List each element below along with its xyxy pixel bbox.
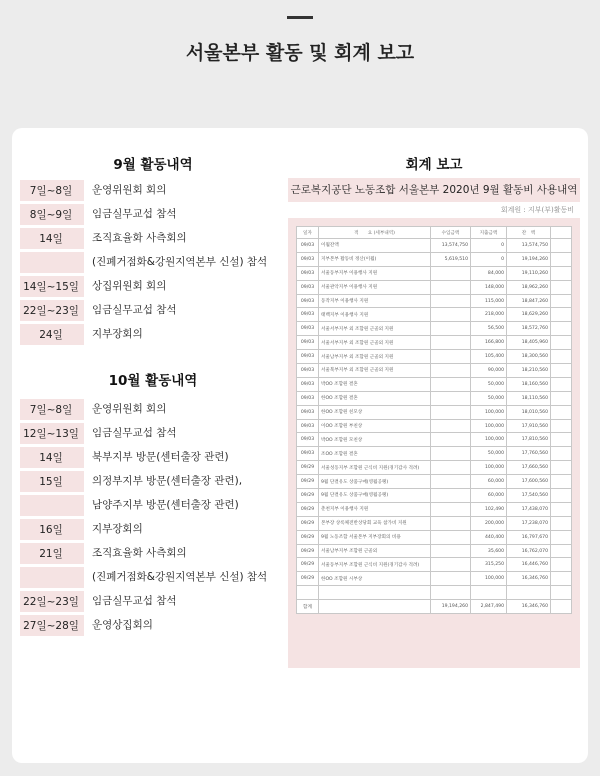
october-activity-title: 10월 활동내역	[108, 373, 198, 389]
activity-row	[20, 471, 284, 492]
ledger-cell: 102,490	[471, 502, 507, 516]
ledger-header-cell	[551, 227, 572, 239]
ledger-cell: 105,400	[471, 350, 507, 364]
ledger-cell	[431, 266, 471, 280]
ledger-cell	[551, 544, 572, 558]
ledger-cell: 이OO 조합원 부친상	[319, 419, 431, 433]
ledger-cell: 17,760,560	[507, 447, 551, 461]
ledger-cell: 16,346,760	[507, 600, 551, 614]
ledger-cell: 이월잔액	[319, 239, 431, 253]
ledger-row	[297, 308, 572, 322]
top-accent-bar	[287, 16, 313, 19]
activity-row	[20, 399, 284, 420]
ledger-cell: 9월 단결유도 상품구매(영월공랭)	[319, 489, 431, 503]
ledger-row	[297, 461, 572, 475]
activity-text: (진폐거점화&강원지역본부 신설) 참석	[84, 567, 284, 588]
ledger-cell: 218,000	[471, 308, 507, 322]
activity-text: 운영상집회의	[84, 615, 284, 636]
ledger-cell: 09/03	[297, 350, 319, 364]
ledger-cell: 서울관악지부 이용행사 지원	[319, 280, 431, 294]
activity-text: 상집위원회 회의	[84, 276, 284, 297]
activity-text: 의정부지부 방문(센터출장 관련),	[84, 471, 284, 492]
ledger-cell	[431, 336, 471, 350]
ledger-cell	[551, 364, 572, 378]
ledger-cell: 0	[471, 252, 507, 266]
activity-text: 임금실무교섭 참석	[84, 423, 284, 444]
ledger-cell: 17,438,070	[507, 502, 551, 516]
ledger-cell	[551, 252, 572, 266]
ledger-row	[297, 377, 572, 391]
ledger-cell	[551, 350, 572, 364]
september-activity-list	[20, 180, 284, 348]
ledger-cell: 16,446,760	[507, 558, 551, 572]
activity-date: 14일~15일	[23, 281, 79, 293]
ledger-cell: 서울서부지부 외 조합원 근골외 지원	[319, 336, 431, 350]
ledger-cell: 18,962,260	[507, 280, 551, 294]
ledger-cell: 18,300,560	[507, 350, 551, 364]
ledger-cell	[551, 405, 572, 419]
ledger-cell: 09/29	[297, 572, 319, 586]
ledger-row	[297, 266, 572, 280]
activity-text: 운영위원회 회의	[84, 180, 284, 201]
ledger-cell: 0	[471, 239, 507, 253]
ledger-row	[297, 558, 572, 572]
ledger-cell	[551, 516, 572, 530]
activity-text: 북부지부 방문(센터출장 관련)	[84, 447, 284, 468]
september-activity-title: 9월 활동내역	[113, 157, 193, 173]
ledger-cell: 09/03	[297, 433, 319, 447]
ledger-cell: 17,540,560	[507, 489, 551, 503]
ledger-cell: 13,574,750	[431, 239, 471, 253]
activity-date: 15일	[39, 476, 63, 488]
accounting-banner: 근로복지공단 노동조합 서울본부 2020년 9월 활동비 사용내역	[288, 178, 580, 202]
ledger-row	[297, 322, 572, 336]
activity-row	[20, 447, 284, 468]
activity-date: 7일~8일	[29, 404, 73, 416]
ledger-cell: 19,194,260	[431, 600, 471, 614]
ledger-cell: 18,160,560	[507, 377, 551, 391]
activity-text: 조직효율화 사측회의	[84, 543, 284, 564]
ledger-row	[297, 280, 572, 294]
ledger-cell: 84,000	[471, 266, 507, 280]
ledger-cell: 35,600	[471, 544, 507, 558]
ledger-cell	[431, 502, 471, 516]
ledger-cell: 13,574,750	[507, 239, 551, 253]
ledger-cell: 09/29	[297, 544, 319, 558]
ledger-cell: 09/03	[297, 239, 319, 253]
activity-row	[20, 324, 284, 345]
ledger-cell: 90,000	[471, 364, 507, 378]
activity-text: 지부장회의	[84, 324, 284, 345]
ledger-cell: 17,810,560	[507, 433, 551, 447]
ledger-cell: 서울남부지부 외 조합원 근골외 지원	[319, 350, 431, 364]
ledger-cell: 09/29	[297, 530, 319, 544]
ledger-cell: 19,110,260	[507, 266, 551, 280]
ledger-cell: 한OO 조합원 친모상	[319, 405, 431, 419]
activity-date: 21일	[39, 548, 63, 560]
ledger-row	[297, 586, 572, 600]
ledger-cell: 18,405,960	[507, 336, 551, 350]
ledger-cell	[431, 350, 471, 364]
ledger-cell: 조OO 조합원 결혼	[319, 447, 431, 461]
ledger-cell: 60,000	[471, 489, 507, 503]
activity-row	[20, 276, 284, 297]
ledger-cell: 09/03	[297, 280, 319, 294]
activity-row	[20, 180, 284, 201]
ledger-cell	[431, 558, 471, 572]
activity-row	[20, 252, 284, 273]
ledger-cell	[431, 322, 471, 336]
activity-text: (진폐거점화&강원지역본부 신설) 참석	[84, 252, 284, 273]
ledger-cell: 2,847,490	[471, 600, 507, 614]
ledger-cell	[551, 530, 572, 544]
activity-text: 운영위원회 회의	[84, 399, 284, 420]
activity-row	[20, 615, 284, 636]
ledger-row	[297, 350, 572, 364]
ledger-row	[297, 489, 572, 503]
ledger-cell	[551, 475, 572, 489]
ledger-cell	[551, 558, 572, 572]
ledger-cell: 09/03	[297, 419, 319, 433]
ledger-cell: 09/29	[297, 502, 319, 516]
ledger-cell	[319, 600, 431, 614]
ledger-body	[297, 239, 572, 614]
ledger-cell	[551, 600, 572, 614]
ledger-cell: 동작지부 이용행사 지원	[319, 294, 431, 308]
ledger-row	[297, 419, 572, 433]
ledger-header-cell: 수입금액	[431, 227, 471, 239]
ledger-cell	[431, 405, 471, 419]
activity-date: 24일	[39, 329, 63, 341]
ledger-header-cell: 잔 액	[507, 227, 551, 239]
ledger-cell: 17,910,560	[507, 419, 551, 433]
ledger-row	[297, 544, 572, 558]
ledger-cell: 100,000	[471, 433, 507, 447]
ledger-cell: 09/03	[297, 364, 319, 378]
ledger-cell	[551, 461, 572, 475]
activity-text: 임금실무교섭 참석	[84, 300, 284, 321]
ledger-cell: 서울서부지부 외 조합원 근골외 지원	[319, 322, 431, 336]
ledger-cell	[551, 586, 572, 600]
ledger-cell: 09/03	[297, 377, 319, 391]
ledger-cell: 서울북부지부 외 조합원 근골외 지원	[319, 364, 431, 378]
ledger-cell	[431, 280, 471, 294]
ledger-row	[297, 433, 572, 447]
activity-row	[20, 591, 284, 612]
activity-row	[20, 228, 284, 249]
ledger-cell: 09/03	[297, 294, 319, 308]
activity-text: 임금실무교섭 참석	[84, 204, 284, 225]
ledger-cell: 09/03	[297, 405, 319, 419]
ledger-table	[296, 226, 572, 614]
ledger-cell: 17,660,560	[507, 461, 551, 475]
ledger-row	[297, 364, 572, 378]
ledger-cell: 서울동부지부 이용행사 지원	[319, 266, 431, 280]
activity-date: 16일	[39, 524, 63, 536]
ledger-cell	[431, 572, 471, 586]
ledger-cell: 09/03	[297, 447, 319, 461]
ledger-cell: 서울동부지부 조합원 근식비 지원(경기감사 격려)	[319, 558, 431, 572]
ledger-cell: 440,400	[471, 530, 507, 544]
ledger-row	[297, 391, 572, 405]
ledger-cell: 태백지부 이용행사 지원	[319, 308, 431, 322]
ledger-header-row	[297, 227, 572, 239]
ledger-cell	[431, 586, 471, 600]
ledger-cell: 9월 노동조합 서울본부 지부장회의 비용	[319, 530, 431, 544]
ledger-cell: 100,000	[471, 461, 507, 475]
ledger-cell: 18,847,260	[507, 294, 551, 308]
activity-date: 14일	[39, 452, 63, 464]
ledger-header-cell: 지출금액	[471, 227, 507, 239]
ledger-cell: 09/29	[297, 558, 319, 572]
ledger-cell: 148,000	[471, 280, 507, 294]
ledger-row	[297, 447, 572, 461]
ledger-row	[297, 405, 572, 419]
activity-row	[20, 423, 284, 444]
ledger-cell: 본부장 상록체전반상당회 교육 참가비 지원	[319, 516, 431, 530]
activity-text: 임금실무교섭 참석	[84, 591, 284, 612]
ledger-cell	[551, 447, 572, 461]
ledger-cell: 100,000	[471, 572, 507, 586]
ledger-cell	[551, 502, 572, 516]
ledger-cell	[551, 391, 572, 405]
report-card	[12, 128, 588, 763]
ledger-cell	[431, 308, 471, 322]
ledger-cell	[551, 336, 572, 350]
october-activity-list	[20, 399, 284, 639]
ledger-cell: 한OO 조합원 결혼	[319, 391, 431, 405]
ledger-cell: 5,619,510	[431, 252, 471, 266]
activity-row	[20, 519, 284, 540]
page-title: 서울본부 활동 및 회계 보고	[185, 42, 415, 64]
ledger-cell: 18,110,560	[507, 391, 551, 405]
ledger-cell: 서울성동지부 조합원 근식비 지원(경기감사 격려)	[319, 461, 431, 475]
activity-text: 조직효율화 사측회의	[84, 228, 284, 249]
activity-date: 7일~8일	[29, 185, 73, 197]
ledger-cell: 17,600,560	[507, 475, 551, 489]
ledger-cell: 60,000	[471, 475, 507, 489]
ledger-cell: 09/03	[297, 336, 319, 350]
ledger-cell: 315,250	[471, 558, 507, 572]
activity-date: 27일~28일	[23, 620, 79, 632]
ledger-row	[297, 239, 572, 253]
ledger-cell	[507, 586, 551, 600]
ledger-cell: 200,000	[471, 516, 507, 530]
ledger-cell: 16,797,670	[507, 530, 551, 544]
ledger-cell: 09/03	[297, 252, 319, 266]
ledger-cell: 09/29	[297, 516, 319, 530]
ledger-cell: 17,238,070	[507, 516, 551, 530]
ledger-cell	[551, 294, 572, 308]
ledger-row	[297, 252, 572, 266]
ledger-row	[297, 516, 572, 530]
ledger-cell: 09/03	[297, 322, 319, 336]
ledger-row	[297, 336, 572, 350]
ledger-cell: 서울남부지부 조합원 근골외	[319, 544, 431, 558]
ledger-cell: 18,572,760	[507, 322, 551, 336]
ledger-cell: 50,000	[471, 447, 507, 461]
ledger-cell	[431, 489, 471, 503]
activity-date: 14일	[39, 233, 63, 245]
ledger-cell: 박OO 조합원 결혼	[319, 377, 431, 391]
ledger-cell: 56,500	[471, 322, 507, 336]
ledger-cell	[297, 586, 319, 600]
ledger-cell	[431, 419, 471, 433]
ledger-cell	[431, 544, 471, 558]
ledger-row	[297, 530, 572, 544]
activity-row	[20, 300, 284, 321]
ledger-cell	[431, 391, 471, 405]
ledger-row	[297, 572, 572, 586]
ledger-row	[297, 502, 572, 516]
ledger-cell: 18,210,560	[507, 364, 551, 378]
ledger-cell	[471, 586, 507, 600]
ledger-cell	[319, 586, 431, 600]
ledger-cell	[431, 364, 471, 378]
ledger-cell: 100,000	[471, 405, 507, 419]
ledger-row	[297, 294, 572, 308]
activity-date: 8일~9일	[29, 209, 73, 221]
ledger-container	[288, 218, 580, 668]
activity-text: 남양주지부 방문(센터출장 관련)	[84, 495, 284, 516]
ledger-cell	[431, 530, 471, 544]
ledger-cell	[551, 489, 572, 503]
ledger-cell: 9월 단결유도 상품구매(영월공랭)	[319, 475, 431, 489]
ledger-cell: 18,629,260	[507, 308, 551, 322]
ledger-cell	[551, 266, 572, 280]
ledger-cell: 16,346,760	[507, 572, 551, 586]
ledger-cell: 합계	[297, 600, 319, 614]
activity-row	[20, 543, 284, 564]
ledger-cell	[431, 516, 471, 530]
ledger-row	[297, 600, 572, 614]
ledger-cell: 18,010,560	[507, 405, 551, 419]
ledger-cell: 박OO 조합원 모친상	[319, 433, 431, 447]
ledger-header-cell: 일자	[297, 227, 319, 239]
ledger-cell	[551, 280, 572, 294]
ledger-cell	[551, 419, 572, 433]
ledger-cell: 100,000	[471, 419, 507, 433]
ledger-cell	[431, 294, 471, 308]
ledger-cell	[431, 433, 471, 447]
ledger-cell: 09/29	[297, 475, 319, 489]
ledger-cell: 09/29	[297, 461, 319, 475]
accounting-title: 회계 보고	[405, 157, 463, 173]
activity-row	[20, 204, 284, 225]
activity-text: 지부장회의	[84, 519, 284, 540]
ledger-cell: 50,000	[471, 391, 507, 405]
ledger-cell: 지부본부 활동비 정산(이월)	[319, 252, 431, 266]
ledger-cell: 한OO 조합원 시부상	[319, 572, 431, 586]
ledger-cell	[551, 322, 572, 336]
ledger-cell: 115,000	[471, 294, 507, 308]
ledger-header-cell: 적 요 (세부내역)	[319, 227, 431, 239]
activity-row	[20, 567, 284, 588]
ledger-cell	[431, 377, 471, 391]
ledger-cell	[551, 572, 572, 586]
activity-date: 12일~13일	[23, 428, 79, 440]
accounting-unit-note: 회계원 : 지부(부)활동비	[500, 206, 574, 214]
ledger-cell	[551, 308, 572, 322]
ledger-cell: 09/03	[297, 266, 319, 280]
ledger-cell: 19,194,260	[507, 252, 551, 266]
ledger-cell: 16,762,070	[507, 544, 551, 558]
ledger-cell: 춘천지부 이용행사 지원	[319, 502, 431, 516]
ledger-cell	[431, 461, 471, 475]
activity-row	[20, 495, 284, 516]
ledger-cell	[431, 447, 471, 461]
ledger-cell: 166,800	[471, 336, 507, 350]
ledger-cell	[551, 377, 572, 391]
ledger-cell	[551, 433, 572, 447]
ledger-cell: 09/03	[297, 391, 319, 405]
ledger-cell: 50,000	[471, 377, 507, 391]
activity-date: 22일~23일	[23, 305, 79, 317]
ledger-cell	[431, 475, 471, 489]
ledger-cell	[551, 239, 572, 253]
ledger-row	[297, 475, 572, 489]
ledger-cell: 09/03	[297, 308, 319, 322]
activity-date: 22일~23일	[23, 596, 79, 608]
ledger-cell: 09/29	[297, 489, 319, 503]
